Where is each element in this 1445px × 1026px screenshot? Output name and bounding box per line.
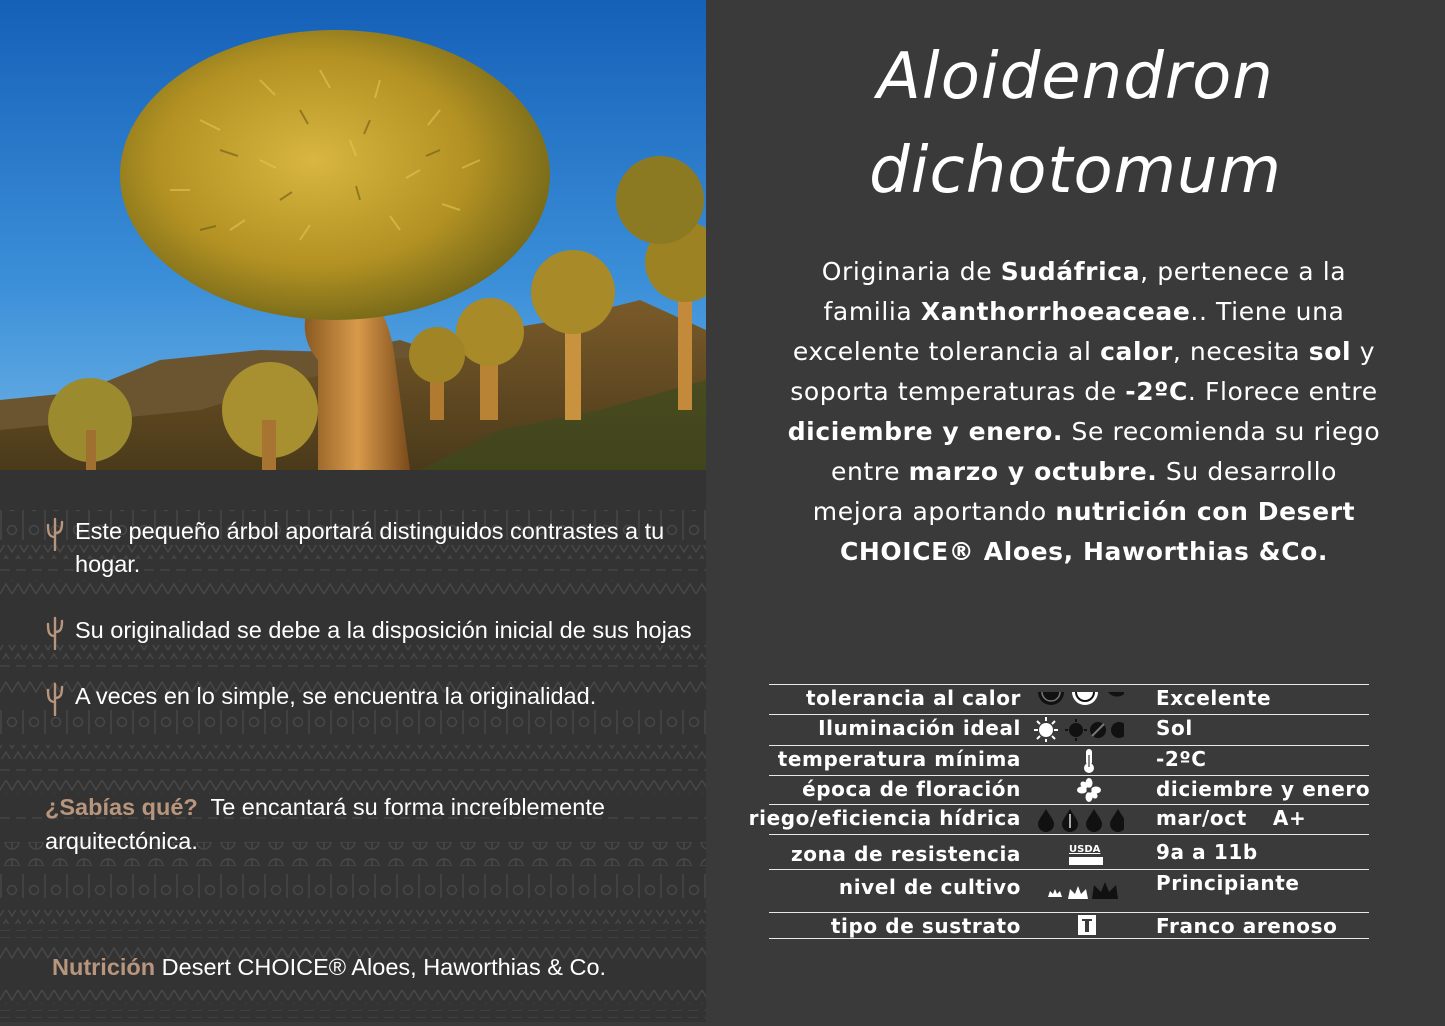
care-label: riego/eficiencia hídrica: [748, 806, 1021, 830]
care-row-heat: [769, 684, 1369, 714]
care-label: nivel de cultivo: [838, 875, 1021, 899]
nutrition-label: Nutrición: [52, 954, 156, 980]
did-you-know: [45, 790, 695, 858]
care-label: tolerancia al calor: [805, 686, 1021, 710]
care-value: 9a a 11b: [1156, 840, 1258, 864]
care-value: Principiante: [1156, 871, 1300, 895]
feature-text: A veces en lo simple, se encuentra la originalidad.: [75, 683, 597, 709]
quiver-tree-photo: [0, 0, 706, 470]
care-row-hardiness: [769, 834, 1369, 869]
substrate-icon: [1034, 913, 1124, 939]
feature-list: [44, 515, 694, 713]
water-drops-icon: [1034, 806, 1124, 832]
care-value: mar/oct A+: [1156, 806, 1307, 830]
usda-icon: USDA: [1034, 844, 1124, 870]
feature-item: [44, 680, 694, 713]
nutrition-line: [52, 950, 606, 984]
flower-icon: [1034, 777, 1124, 803]
care-row-bloom: [769, 775, 1369, 804]
care-row-substrate: [769, 912, 1369, 939]
care-value: diciembre y enero: [1156, 777, 1371, 801]
left-panel: [0, 0, 706, 1022]
crowns-icon: [1034, 879, 1124, 905]
feature-text: Este pequeño árbol aportará distinguidos contrastes a tu hogar.: [75, 518, 665, 577]
care-table: [748, 684, 1371, 939]
care-row-light: [769, 714, 1369, 745]
care-label: zona de resistencia: [791, 842, 1021, 866]
care-row-temperature: [769, 745, 1369, 775]
care-value: Sol: [1156, 716, 1193, 740]
feature-text: Su originalidad se debe a la disposición inicial de sus hojas: [75, 617, 692, 643]
care-row-difficulty: [769, 869, 1369, 912]
care-label: tipo de sustrato: [830, 914, 1021, 938]
sun-icon: [1034, 716, 1124, 742]
thermometer-icon: [1034, 747, 1124, 773]
cactus-icon: [44, 616, 66, 650]
care-value: -2ºC: [1156, 747, 1207, 771]
did-you-know-label: ¿Sabías qué?: [45, 794, 198, 820]
care-label: temperatura mínima: [777, 747, 1021, 771]
heat-tolerance-icon: [1034, 686, 1124, 712]
cactus-icon: [44, 682, 66, 716]
care-label: Iluminación ideal: [818, 716, 1021, 740]
care-value: Franco arenoso: [1156, 914, 1338, 938]
care-label: época de floración: [802, 777, 1021, 801]
care-value: Excelente: [1156, 686, 1272, 710]
feature-item: [44, 515, 694, 581]
right-panel: [706, 0, 1445, 1022]
care-row-watering: [748, 804, 1369, 834]
species-title-genus: Aloidendron: [877, 40, 1274, 114]
did-you-know-text: Te encantará su forma increíblemente arquitectónica.: [45, 794, 605, 854]
species-description: Originaria de Sudáfrica, pertenece a la familia Xanthorrhoeaceae.. Tiene una excelente tolerancia al calor, necesita sol y soporta temperaturas de -2ºC. Florece entre diciembre y enero. Se recomienda su riego entre marzo y octubre. Su desarrollo mejora aportando nutrición con Desert CHOICE® Aloes, Haworthias &Co.: [787, 257, 1381, 566]
nutrition-text: Desert CHOICE® Aloes, Haworthias & Co.: [161, 954, 607, 980]
cactus-icon: [44, 517, 66, 551]
feature-item: [44, 614, 694, 647]
species-title-epithet: dichotomum: [869, 134, 1282, 208]
